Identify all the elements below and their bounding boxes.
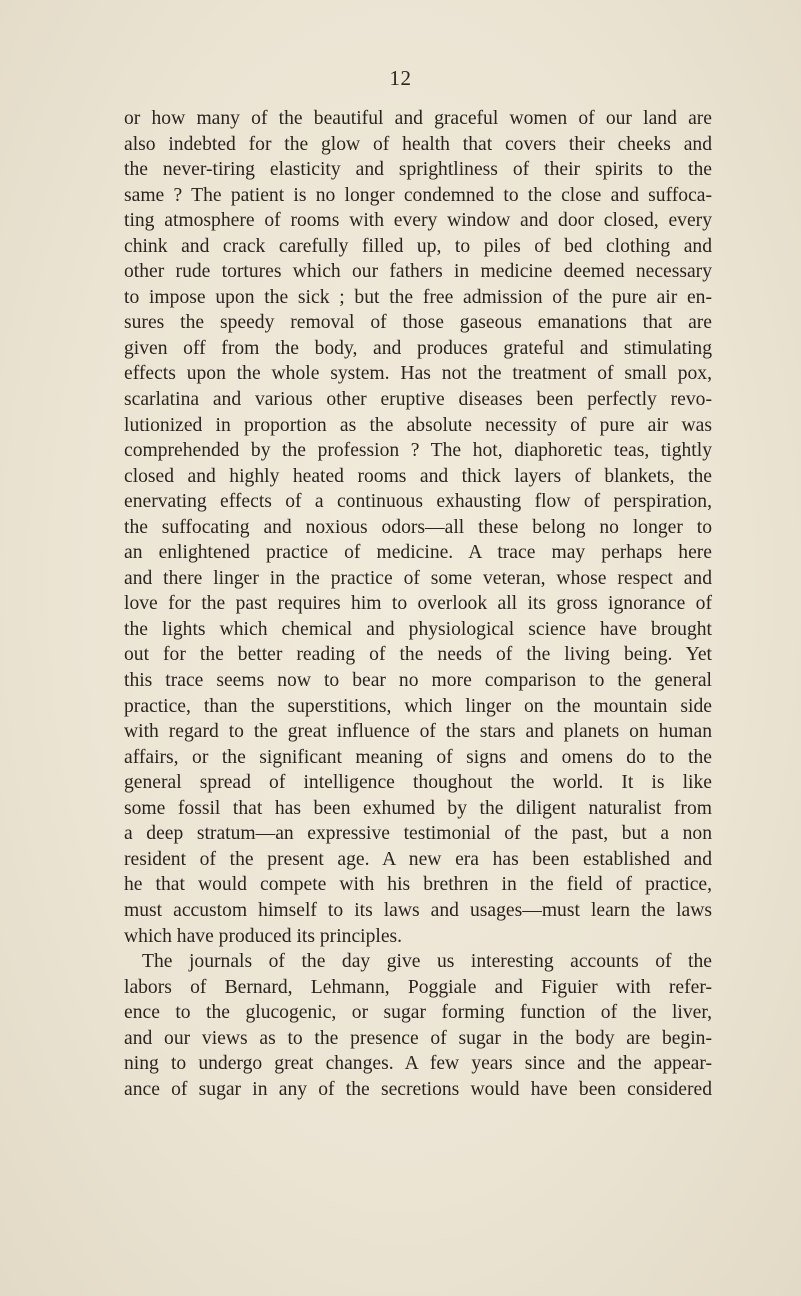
text-line: ence to the glucogenic, or sugar forming function of the liver, (124, 1002, 712, 1024)
text-line: the suffocating and noxious odors—all these belong no longer to (124, 516, 712, 538)
text-line: effects upon the whole system. Has not the treatment of small pox, (124, 363, 712, 385)
text-line: ance of sugar in any of the secretions would have been considered (124, 1078, 712, 1100)
text-line: lutionized in proportion as the absolute necessity of pure air was (124, 414, 712, 436)
text-line: other rude tortures which our fathers in medicine deemed necessary (124, 261, 712, 283)
page-number: 12 (389, 66, 412, 90)
text-line: sures the speedy removal of those gaseous emanations that are (124, 312, 712, 334)
text-line: some fossil that has been exhumed by the diligent naturalist from (124, 797, 712, 819)
text-line: an enlightened practice of medicine. A trace may perhaps here (124, 542, 712, 564)
text-line: the never-tiring elasticity and sprightliness of their spirits to the (124, 159, 712, 181)
text-line: resident of the present age. A new era has been established and (124, 848, 712, 870)
text-line: love for the past requires him to overlook all its gross ignorance of (124, 593, 712, 615)
text-line: must accustom himself to its laws and usages—must learn the laws (124, 899, 712, 921)
text-line: comprehended by the profession ? The hot, diaphoretic teas, tightly (124, 440, 712, 462)
text-line: affairs, or the significant meaning of signs and omens do to the (124, 746, 712, 768)
text-line: general spread of intelligence thoughout the world. It is like (124, 772, 712, 794)
text-line: this trace seems now to bear no more comparison to the general (124, 670, 712, 692)
text-line: same ? The patient is no longer condemned to the close and suffoca- (124, 184, 712, 206)
text-line: ting atmosphere of rooms with every window and door closed, every (124, 210, 712, 232)
text-line: labors of Bernard, Lehmann, Poggiale and Figuier with refer- (124, 976, 712, 998)
text-line: given off from the body, and produces grateful and stimulating (124, 337, 712, 359)
text-line: and our views as to the presence of sugar in the body are begin- (124, 1027, 712, 1049)
body-text (124, 106, 712, 1102)
text-line: enervating effects of a continuous exhausting flow of perspiration, (124, 491, 712, 513)
text-line: closed and highly heated rooms and thick layers of blankets, the (124, 465, 712, 487)
text-line: to impose upon the sick ; but the free admission of the pure air en- (124, 286, 712, 308)
text-line: or how many of the beautiful and graceful women of our land are (124, 108, 712, 129)
text-line: the lights which chemical and physiological science have brought (124, 618, 712, 640)
text-line: chink and crack carefully filled up, to piles of bed clothing and (124, 235, 712, 257)
text-line: out for the better reading of the needs of the living being. Yet (124, 644, 712, 666)
text-line: The journals of the day give us interesting accounts of the (142, 951, 712, 973)
text-line: he that would compete with his brethren in the field of practice, (124, 874, 712, 896)
text-line: also indebted for the glow of health that covers their cheeks and (124, 133, 712, 155)
text-line: scarlatina and various other eruptive diseases been perfectly revo- (124, 389, 712, 411)
text-line: with regard to the great influence of the stars and planets on human (124, 721, 712, 743)
text-line: and there linger in the practice of some veteran, whose respect and (124, 567, 712, 589)
text-line: practice, than the superstitions, which linger on the mountain side (124, 695, 712, 717)
text-line: ning to undergo great changes. A few years since and the appear- (124, 1053, 712, 1075)
text-line: which have produced its principles. (124, 925, 403, 947)
text-line: a deep stratum—an expressive testimonial of the past, but a non (124, 823, 712, 845)
